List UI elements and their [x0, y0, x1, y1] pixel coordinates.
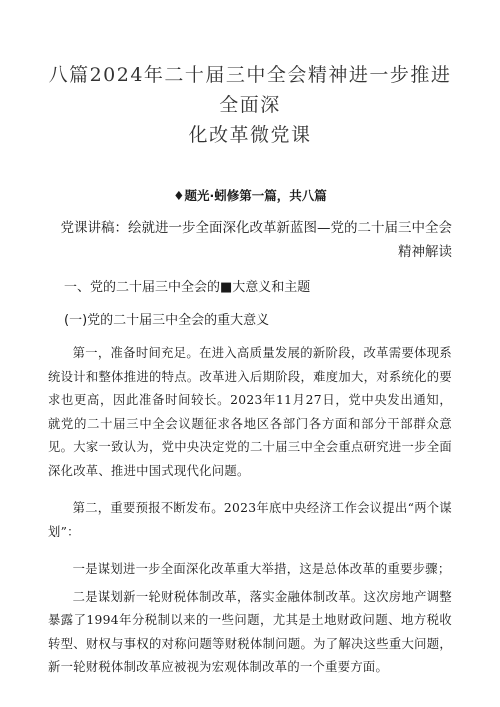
document-title — [48, 60, 452, 150]
series-info: ♦题光·蚓修第一篇，共八篇 — [173, 188, 327, 203]
section-heading-1: 一、党的二十届三中全会的■大意义和主题 — [64, 280, 311, 295]
subsection-heading-1: (一)党的二十届三中全会的重大意义 — [64, 313, 270, 328]
paragraph-2: 第二，重要预报不断发布。2023年底中央经济工作会议提出“两个谋划”： — [48, 501, 452, 539]
paragraph-3: 一是谋划进一步全面深化改革重大举措，这是总体改革的重要步骤； — [72, 562, 451, 576]
paragraph-4: 二是谋划新一轮财税体制改革，落实金融体制改革。这次房地产调整暴露了1994年分税制以来的一些问题，尤其是土地财政问题、地方税收转型、财权与事权的对称问题等财税体制问题。为了解决这些重大问题，新一轮财税体制改革应被视为宏观体制改革的一个重要方面。 — [48, 589, 452, 674]
lecture-heading: 党课讲稿：绘就进一步全面深化改革新蓝图—党的二十届三中全会精神解读 — [60, 220, 452, 260]
title-line-2: 化改革微党课 — [188, 124, 312, 146]
paragraph-1: 第一，准备时间充足。在进入高质量发展的新阶段，改革需要体现系统设计和整体推进的特点。改革进入后期阶段，难度加大，对系统化的要求也更高，因此准备时间较长。2023年11月27日，党中央发出通知，就党的二十届三中全会议题征求各地区各部门各方面和部分干部群众意见。大家一致认为，党中央决定党的二十届三中全会重点研究进一步全面深化改革、推进中国式现代化问题。 — [48, 346, 452, 478]
title-line-1: 八篇2024年二十届三中全会精神进一步推进全面深 — [48, 64, 452, 116]
